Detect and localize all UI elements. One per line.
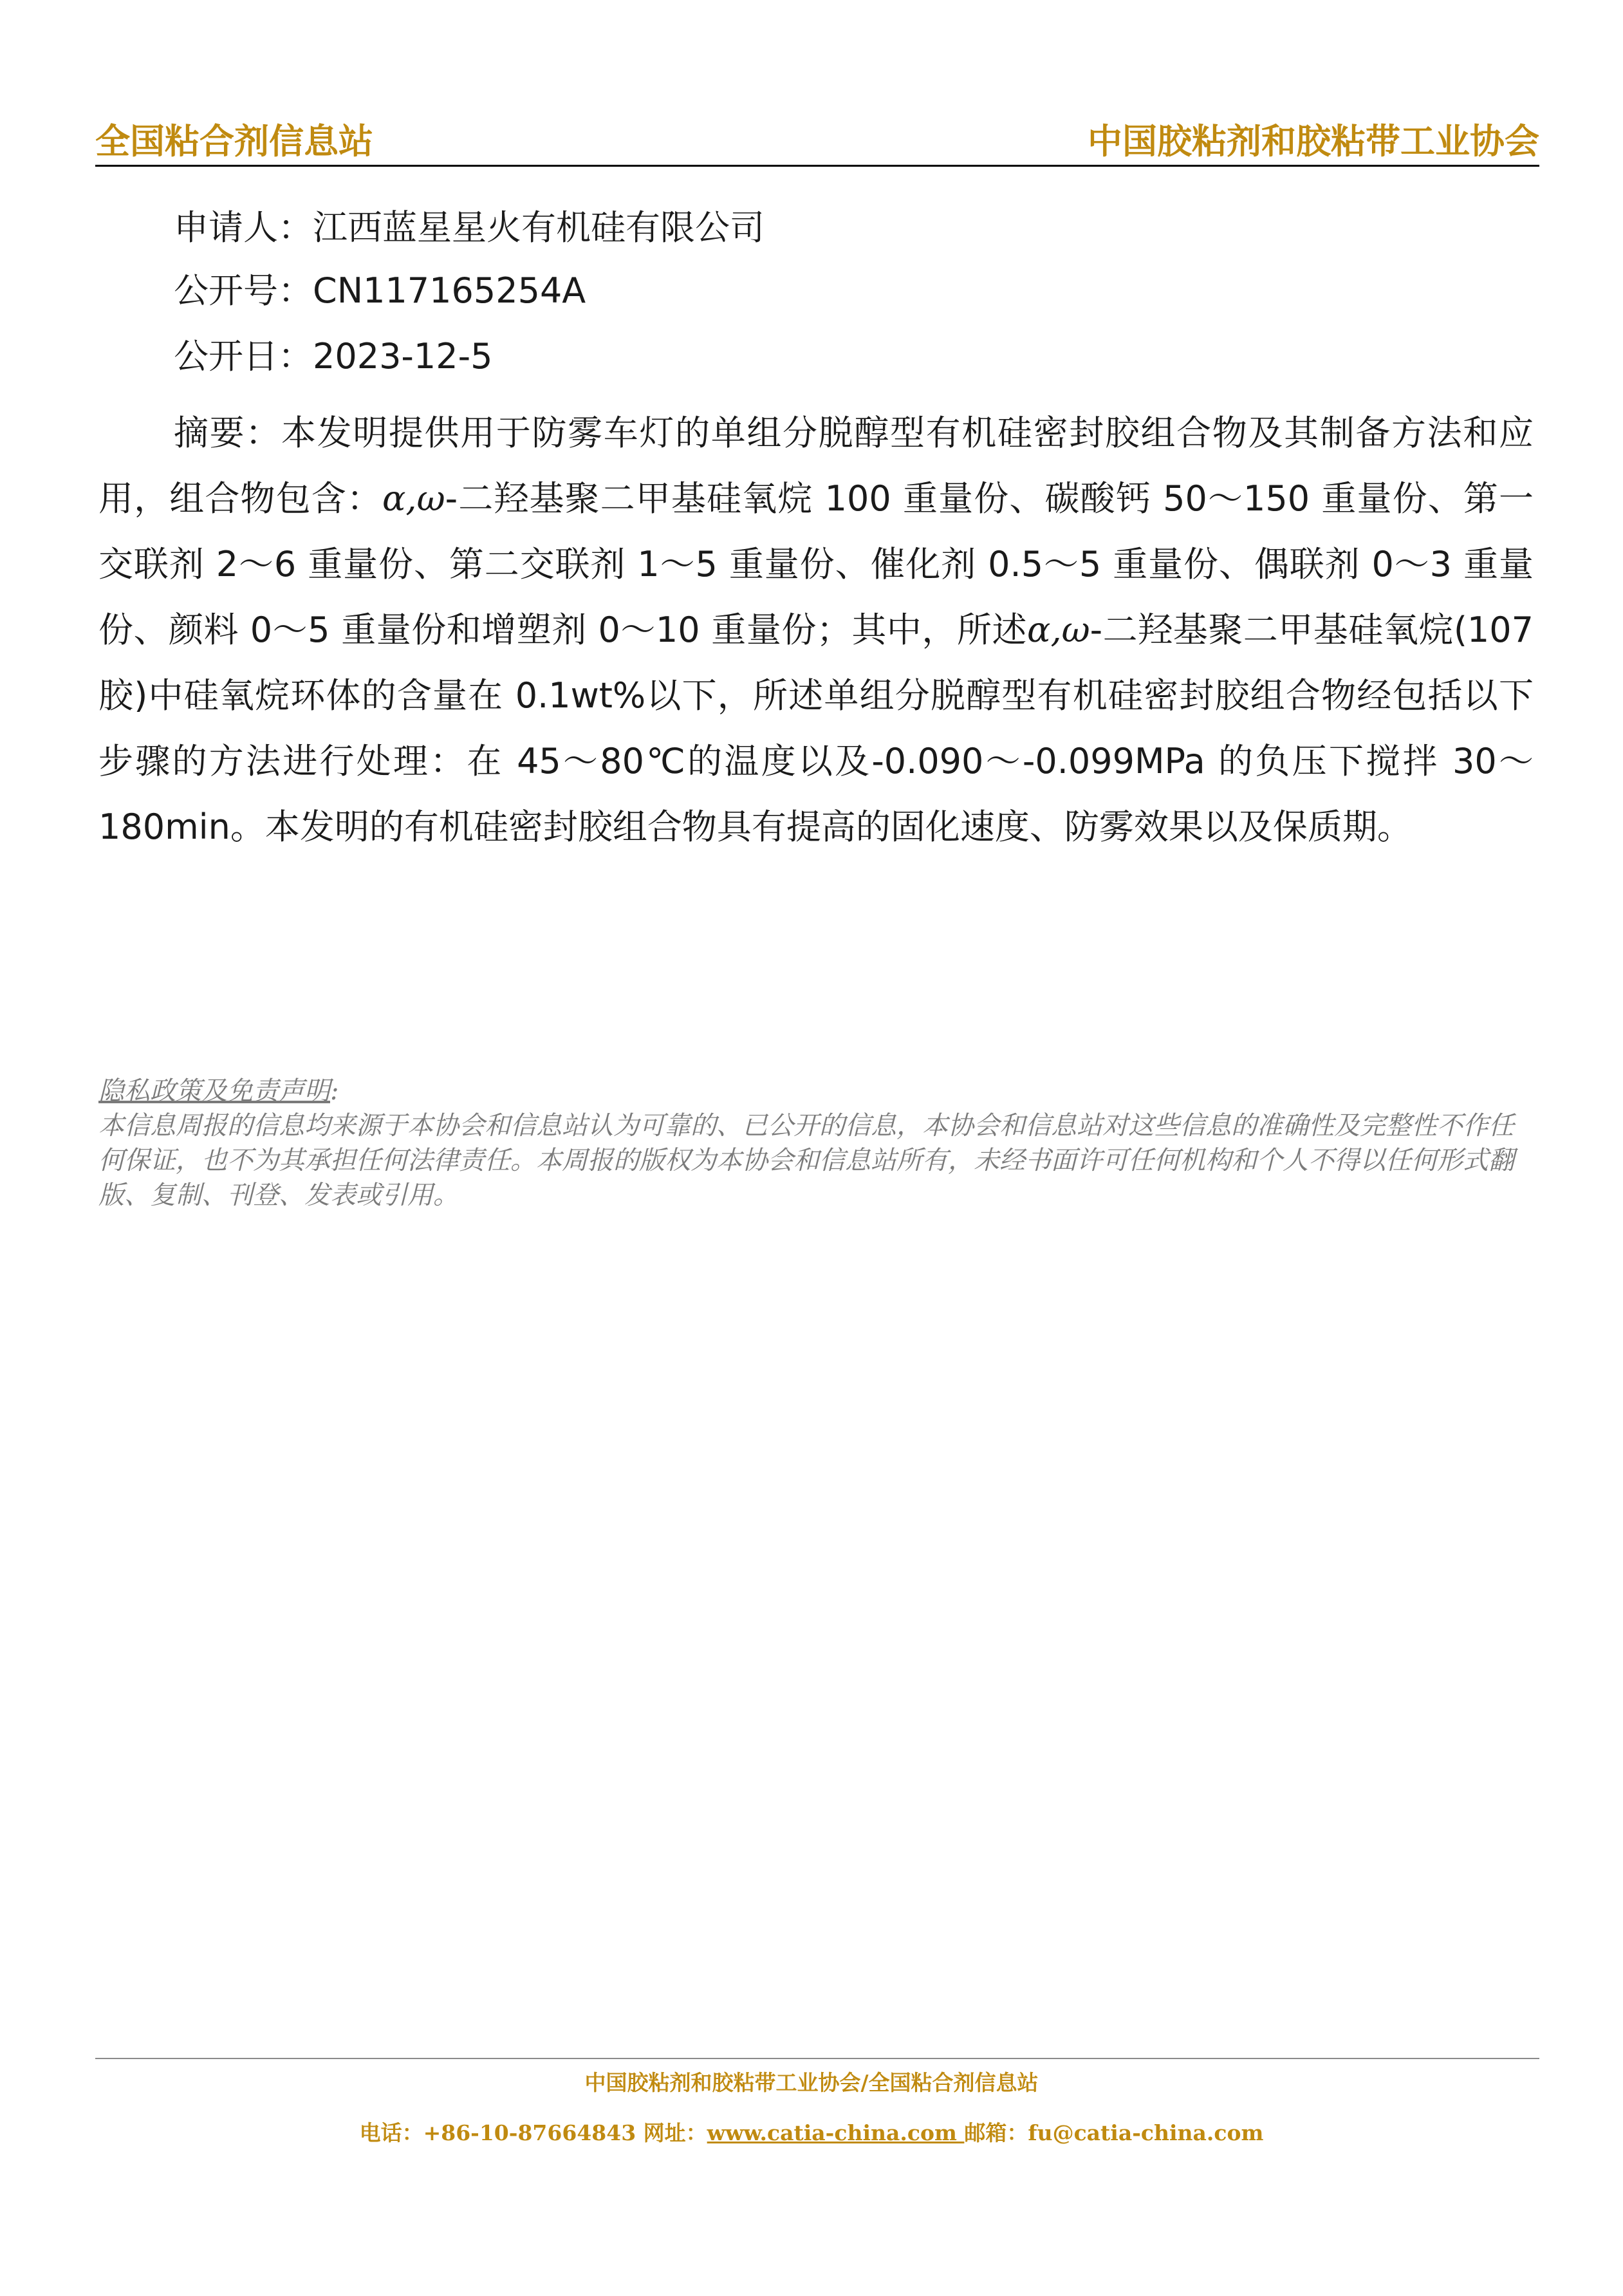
abstract-text-3: -二羟基聚二甲基硅氧烷(107 胶)中硅氧烷环体的含量在 0.1wt%以下，所述单组分脱醇型有机硅密封胶组合物经包括以下步骤的方法进行处理：在 45～80℃的温度以及-0.090～-0.099MPa 的负压下搅拌 30～180min。本发明的有机硅密封胶组合物具有提高的固化速度、防雾效果以及保质期。 [98,610,1534,847]
footer-phone: 电话：+86-10-87664843 网址： [359,2120,707,2145]
disclaimer-colon: : [330,1076,339,1106]
header-right-title: 中国胶粘剂和胶粘带工业协会 [1088,120,1539,162]
abstract-text-2: -二羟基聚二甲基硅氧烷 100 重量份、碳酸钙 50～150 重量份、第一交联剂 2～6 重量份、第二交联剂 1～5 重量份、催化剂 0.5～5 重量份、偶联剂 0～3 重量份、颜料 0～5 重量份和增塑剂 0～10 重量份；其中，所述 [98,478,1534,650]
greek-alpha-omega: α,ω [1026,610,1090,650]
abstract-text-1: 摘要：本发明提供用于防雾车灯的单组分脱醇型有机硅密封胶组合物及其制备方法和应用，组合物包含： [98,413,1534,519]
header-left-title: 全国粘合剂信息站 [95,120,373,162]
greek-alpha-omega: α,ω [382,478,445,519]
footer-website-link[interactable]: www.catia-china.com [707,2120,965,2145]
footer-divider [95,2058,1539,2059]
publication-number-line: 公开号：CN117165254A [174,270,586,311]
footer-organization: 中国胶粘剂和胶粘带工业协会/全国粘合剂信息站 [584,2070,1039,2095]
applicant-line: 申请人：江西蓝星星火有机硅有限公司 [174,207,765,248]
disclaimer-title: 隐私政策及免责声明 [98,1076,330,1106]
footer-email: 邮箱：fu@catia-china.com [964,2120,1264,2145]
disclaimer-block [98,1074,1537,1213]
publication-date-line: 公开日：2023-12-5 [174,336,493,377]
abstract-paragraph [98,400,1534,860]
disclaimer-body: 本信息周报的信息均来源于本协会和信息站认为可靠的、已公开的信息，本协会和信息站对这些信息的准确性及完整性不作任何保证，也不为其承担任何法律责任。本周报的版权为本协会和信息站所有，未经书面许可任何机构和个人不得以任何形式翻版、复制、刊登、发表或引用。 [98,1111,1514,1210]
disclaimer-heading [98,1074,1537,1108]
page-header [95,113,1539,167]
footer-contact [0,2116,1623,2147]
